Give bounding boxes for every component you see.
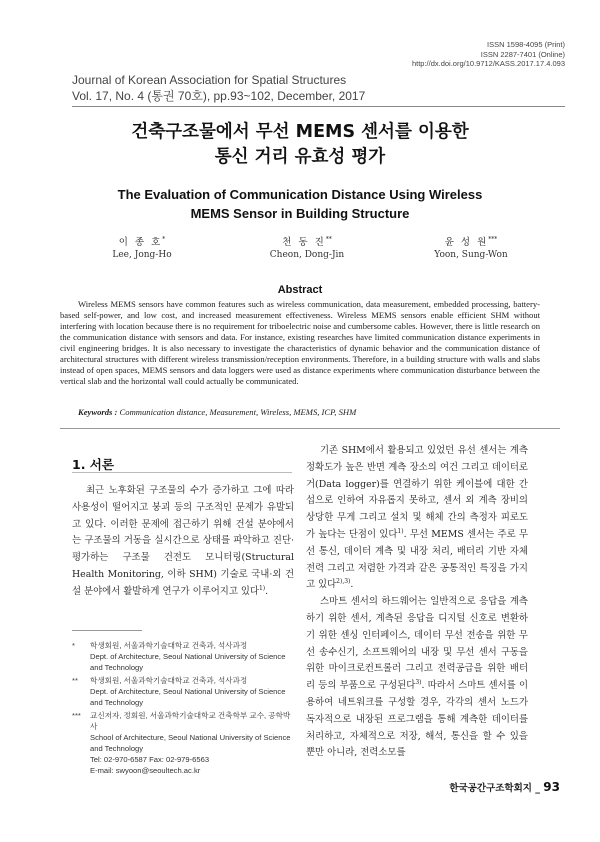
footnote-line: 학생회원, 서울과학기술대학교 건축과, 석사과정 bbox=[90, 676, 248, 685]
volume-line: Vol. 17, No. 4 (통권 70호), pp.93~102, December, 2017 bbox=[72, 89, 366, 103]
citation-mark: 1) bbox=[258, 584, 266, 592]
body-right-column bbox=[306, 443, 528, 762]
body-left-column bbox=[72, 483, 294, 601]
body-paragraph bbox=[306, 594, 528, 762]
journal-header bbox=[72, 72, 365, 104]
section-underline bbox=[72, 472, 292, 473]
author-1 bbox=[67, 233, 217, 262]
title-ko-line1: 건축구조물에서 무선 MEMS 센서를 이용한 bbox=[131, 122, 469, 142]
doi-link[interactable]: http://dx.doi.org/10.9712/KASS.2017.17.4.093 bbox=[411, 59, 565, 68]
keywords-label: Keywords : bbox=[78, 407, 120, 417]
footnote-line: Tel: 02-970-6587 Fax: 02-979-6563 bbox=[90, 755, 210, 764]
citation-mark: 3) bbox=[415, 679, 422, 687]
author-3-mark: *** bbox=[488, 236, 498, 243]
page-number: 93 bbox=[543, 780, 560, 794]
footnote-mark: ** bbox=[72, 676, 78, 685]
footnote-line: 교신저자, 정회원, 서울과학기술대학교 건축학부 교수, 공학박사 bbox=[90, 711, 291, 731]
abstract-text: Wireless MEMS sensors have common features such as wireless communication, data measurement, embedded processing, battery-based self-power, and low cost, and increased measurement effectiveness. Wireless MEMS sensors enable efficient SHM without interfering with location because there is no requirement for triboelectric noise and cumbersome cables. However, there is little research on the communication distance with sensors and data. For instance, existing researches have limited communication distance experiments in civil engineering bridges. It is also necessary to investigate the characteristics of dynamic behavior and the communication distance of architectural structures with different wireless transmission/reception environments. Therefore, in a building structure with walls and slabs instead of open spaces, MEMS sensors and data loggers were used as distance experiments where communication disturbance between the vertical slab and the horizontal wall could actually be communicated. bbox=[60, 299, 540, 386]
author-1-mark: * bbox=[162, 236, 166, 243]
author-2-en: Cheon, Dong-Jin bbox=[269, 250, 345, 261]
footnote-3 bbox=[72, 710, 294, 776]
title-korean bbox=[40, 120, 560, 170]
author-2-ko: 천 동 진 bbox=[282, 237, 326, 249]
footnote-line: Dept. of Architecture, Seoul National University of Science and Technology bbox=[90, 687, 286, 707]
title-en-line2: MEMS Sensor in Building Structure bbox=[190, 206, 410, 221]
footnote-2 bbox=[72, 675, 294, 708]
author-3 bbox=[396, 233, 546, 262]
body-paragraph: 기존 SHM에서 활용되고 있었던 유선 센서는 계측 정확도가 높은 반면 계측 장소의 여건 그리고 데이터로거(Data logger)를 연결하기 위한 케이블에 대한 간섭으로 인하여 자유롭지 못하고, 센서 외 계측 장비의 상당한 무게 그리고 설치 및 해체 간의 측정자 피로도가 높다는 단점이 있다$^{1)}$. 무선 MEMS 센서는 주로 무선 통신, 데이터 계측 및 내장 처리, 배터리 기반 자체 전력 그리고 저렴한 가격과 같은 공통적인 특징을 가지고 있다$^{2),3)}$. bbox=[306, 445, 529, 591]
footer-journal: 한국공간구조학회지 _ bbox=[449, 783, 544, 794]
issn-block bbox=[412, 40, 565, 69]
abstract-heading: Abstract bbox=[277, 284, 323, 296]
author-2 bbox=[232, 233, 382, 262]
section-heading: 1. 서론 bbox=[72, 457, 114, 472]
journal-name: Journal of Korean Association for Spatial Structures bbox=[72, 73, 347, 87]
footnote-1 bbox=[72, 640, 294, 673]
keywords-divider bbox=[60, 428, 560, 429]
footnote-email[interactable]: E-mail: swyoon@seoultech.ac.kr bbox=[90, 766, 201, 775]
issn-online: ISSN 2287-7401 (Online) bbox=[480, 49, 565, 59]
footnote-line: Dept. of Architecture, Seoul National University of Science and Technology bbox=[90, 652, 286, 672]
body-text: 스마트 센서의 하드웨어는 일반적으로 응답을 계측하기 위한 센서, 계측된 응답을 디지털 신호로 변환하기 위한 센싱 인터페이스, 데이터 무선 전송을 위한 무선 송수신기, 소프트웨어의 내장 및 무선 센서 구동을 위한 마이크로컨트롤러 그리고 전력공급을 위한 배터리 등의 부품으로 구성된다 bbox=[306, 596, 528, 692]
title-en-line1: The Evaluation of Communication Distance Using Wireless bbox=[117, 187, 483, 202]
footnote-rule bbox=[72, 630, 142, 631]
title-ko-line2: 통신 거리 유효성 평가 bbox=[214, 147, 386, 167]
footnote-mark: *** bbox=[72, 711, 81, 720]
author-3-en: Yoon, Sung-Won bbox=[434, 250, 508, 261]
author-3-ko: 윤 성 원 bbox=[444, 237, 489, 249]
citation-mark: 2),3) bbox=[336, 578, 351, 586]
keywords bbox=[78, 407, 540, 418]
footnote-line: School of Architecture, Seoul National University of Science and Technology bbox=[90, 733, 291, 753]
author-2-mark: ** bbox=[325, 236, 332, 243]
keywords-text: Communication distance, Measurement, Wireless, MEMS, ICP, SHM bbox=[119, 407, 357, 417]
body-text: . 따라서 스마트 센서를 이용하여 네트워크를 구성할 경우, 각각의 센서 노드가 독자적으로 내장된 프로그램을 통해 계측한 데이터를 처리하고, 자체적으로 저장, 해석, 통신을 할 수 있을 뿐만 아니라, 전력소모를 bbox=[306, 680, 529, 759]
citation-mark: 1) bbox=[397, 527, 404, 535]
footnotes bbox=[72, 640, 294, 778]
footnote-line: 학생회원, 서울과학기술대학교 건축과, 석사과정 bbox=[90, 641, 248, 650]
author-1-ko: 이 종 호 bbox=[118, 237, 163, 249]
footnote-mark: * bbox=[72, 641, 75, 650]
body-text: . 무선 MEMS 센서는 주로 무선 통신, 데이터 계측 및 내장 처리, 배터리 기반 자체 전력 그리고 저렴한 가격과 같은 공통적인 특징을 가지고 있다 bbox=[306, 528, 529, 591]
author-1-en: Lee, Jong-Ho bbox=[112, 250, 172, 261]
title-english bbox=[40, 185, 560, 223]
body-paragraph: 최근 노후화된 구조물의 수가 증가하고 그에 따라 사용성이 떨어지고 붕괴 등의 구조적인 문제가 유발되고 있다. 이러한 문제에 접근하기 위해 건설 분야에서는 구조물의 거동을 실시간으로 상태를 파악하고 진단·평가하는 구조물 건전도 모니터링(Structural Health Monitoring, 이하 SHM) 기술로 국내·외 건설 분야에서 활발하게 연구가 이루어지고 있다$^{1)}$. bbox=[72, 485, 294, 597]
body-text: 기존 SHM에서 활용되고 있었던 유선 센서는 계측 정확도가 높은 반면 계측 장소의 여건 그리고 데이터로거(Data logger)를 연결하기 위한 케이블에 대한 간섭으로 인하여 자유롭지 못하고, 센서 외 계측 장비의 상당한 무게 그리고 설치 및 해체 간의 측정자 피로도가 높다는 단점이 있다 bbox=[306, 445, 528, 540]
page-footer bbox=[449, 780, 560, 794]
body-text: 최근 노후화된 구조물의 수가 증가하고 그에 따라 사용성이 떨어지고 붕괴 등의 구조적인 문제가 유발되고 있다. 이러한 문제에 접근하기 위해 건설 분야에서는 구조물의 거동을 실시간으로 상태를 파악하고 진단·평가하는 구조물 건전도 모니터링(Structural Health Monitoring, 이하 SHM) 기술로 국내·외 건설 분야에서 활발하게 연구가 이루어지고 있다 bbox=[72, 485, 294, 597]
issn-print: ISSN 1598-4095 (Print) bbox=[487, 40, 565, 49]
header-divider bbox=[72, 106, 565, 107]
